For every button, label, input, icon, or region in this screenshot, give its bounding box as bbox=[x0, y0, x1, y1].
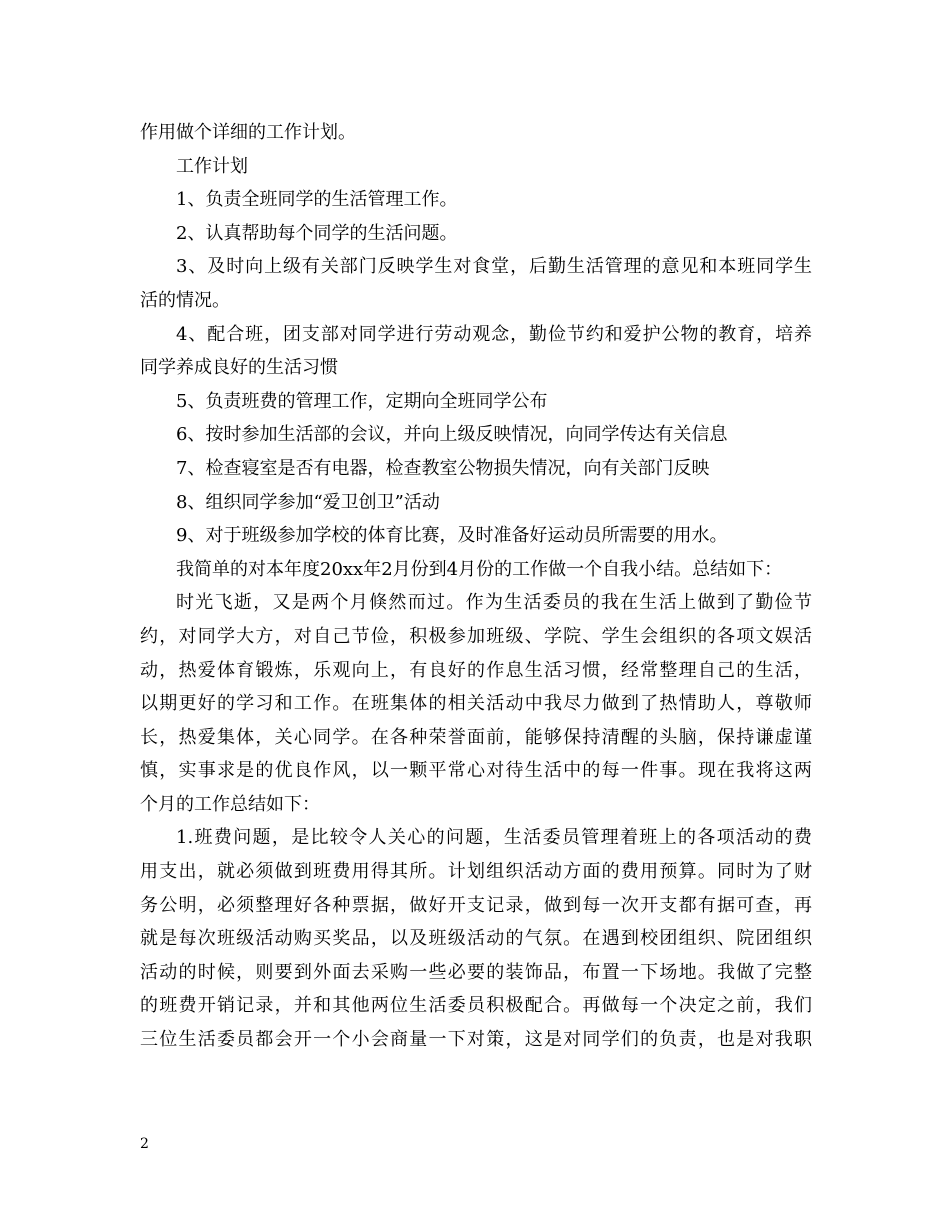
paragraph-line: 的班费开销记录，并和其他两位生活委员积极配合。再做每一个决定之前，我们 bbox=[140, 995, 812, 1017]
paragraph-line: 务公明，必须整理好各种票据，做好开支记录，做到每一次开支都有据可查，再 bbox=[140, 894, 812, 916]
list-item: 4、配合班，团支部对同学进行劳动观念，勤俭节约和爱护公物的教育，培养 bbox=[176, 323, 812, 345]
paragraph-line: 用支出，就必须做到班费用得其所。计划组织活动方面的费用预算。同时为了财 bbox=[140, 861, 812, 883]
document-body bbox=[140, 116, 812, 1057]
paragraph-line: 动，热爱体育锻炼，乐观向上，有良好的作息生活习惯，经常整理自己的生活， bbox=[140, 659, 812, 681]
list-item: 8、组织同学参加“爱卫创卫”活动 bbox=[176, 491, 440, 513]
list-item: 2、认真帮助每个同学的生活问题。 bbox=[176, 222, 458, 244]
paragraph-line: 以期更好的学习和工作。在班集体的相关活动中我尽力做到了热情助人，尊敬师 bbox=[140, 693, 812, 715]
paragraph-line: 就是每次班级活动购买奖品，以及班级活动的气氛。在遇到校团组织、院团组织 bbox=[140, 928, 812, 950]
paragraph-line: 时光飞逝，又是两个月倏然而过。作为生活委员的我在生活上做到了勤俭节 bbox=[176, 592, 812, 614]
list-item: 7、检查寝室是否有电器，检查教室公物损失情况，向有关部门反映 bbox=[176, 457, 710, 479]
list-item: 3、及时向上级有关部门反映学生对食堂，后勤生活管理的意见和本班同学生 bbox=[176, 256, 812, 278]
paragraph-line: 个月的工作总结如下： bbox=[140, 793, 320, 815]
paragraph-line: 我简单的对本年度20xx年2月份到4月份的工作做一个自我小结。总结如下： bbox=[176, 558, 783, 580]
text-line: 同学养成良好的生活习惯 bbox=[140, 357, 338, 379]
paragraph-line: 约，对同学大方，对自己节俭，积极参加班级、学院、学生会组织的各项文娱活 bbox=[140, 625, 812, 647]
paragraph-line: 慎，实事求是的优良作风，以一颗平常心对待生活中的每一件事。现在我将这两 bbox=[140, 760, 812, 782]
section-heading: 工作计划 bbox=[176, 155, 248, 177]
paragraph-line: 1.班费问题，是比较令人关心的问题，生活委员管理着班上的各项活动的费 bbox=[176, 827, 812, 849]
page-number: 2 bbox=[140, 1136, 149, 1152]
text-line: 作用做个详细的工作计划。 bbox=[140, 122, 356, 143]
text-line: 活的情况。 bbox=[140, 289, 230, 311]
paragraph-line: 长，热爱集体，关心同学。在各种荣誉面前，能够保持清醒的头脑，保持谦虚谨 bbox=[140, 726, 812, 748]
list-item: 5、负责班费的管理工作，定期向全班同学公布 bbox=[176, 390, 548, 412]
list-item: 6、按时参加生活部的会议，并向上级反映情况，向同学传达有关信息 bbox=[176, 424, 728, 446]
list-item: 1、负责全班同学的生活管理工作。 bbox=[176, 189, 458, 211]
paragraph-line: 三位生活委员都会开一个小会商量一下对策，这是对同学们的负责，也是对我职 bbox=[140, 1029, 812, 1051]
list-item: 9、对于班级参加学校的体育比赛，及时准备好运动员所需要的用水。 bbox=[176, 525, 728, 547]
paragraph-line: 活动的时候，则要到外面去采购一些必要的装饰品，布置一下场地。我做了完整 bbox=[140, 961, 812, 983]
